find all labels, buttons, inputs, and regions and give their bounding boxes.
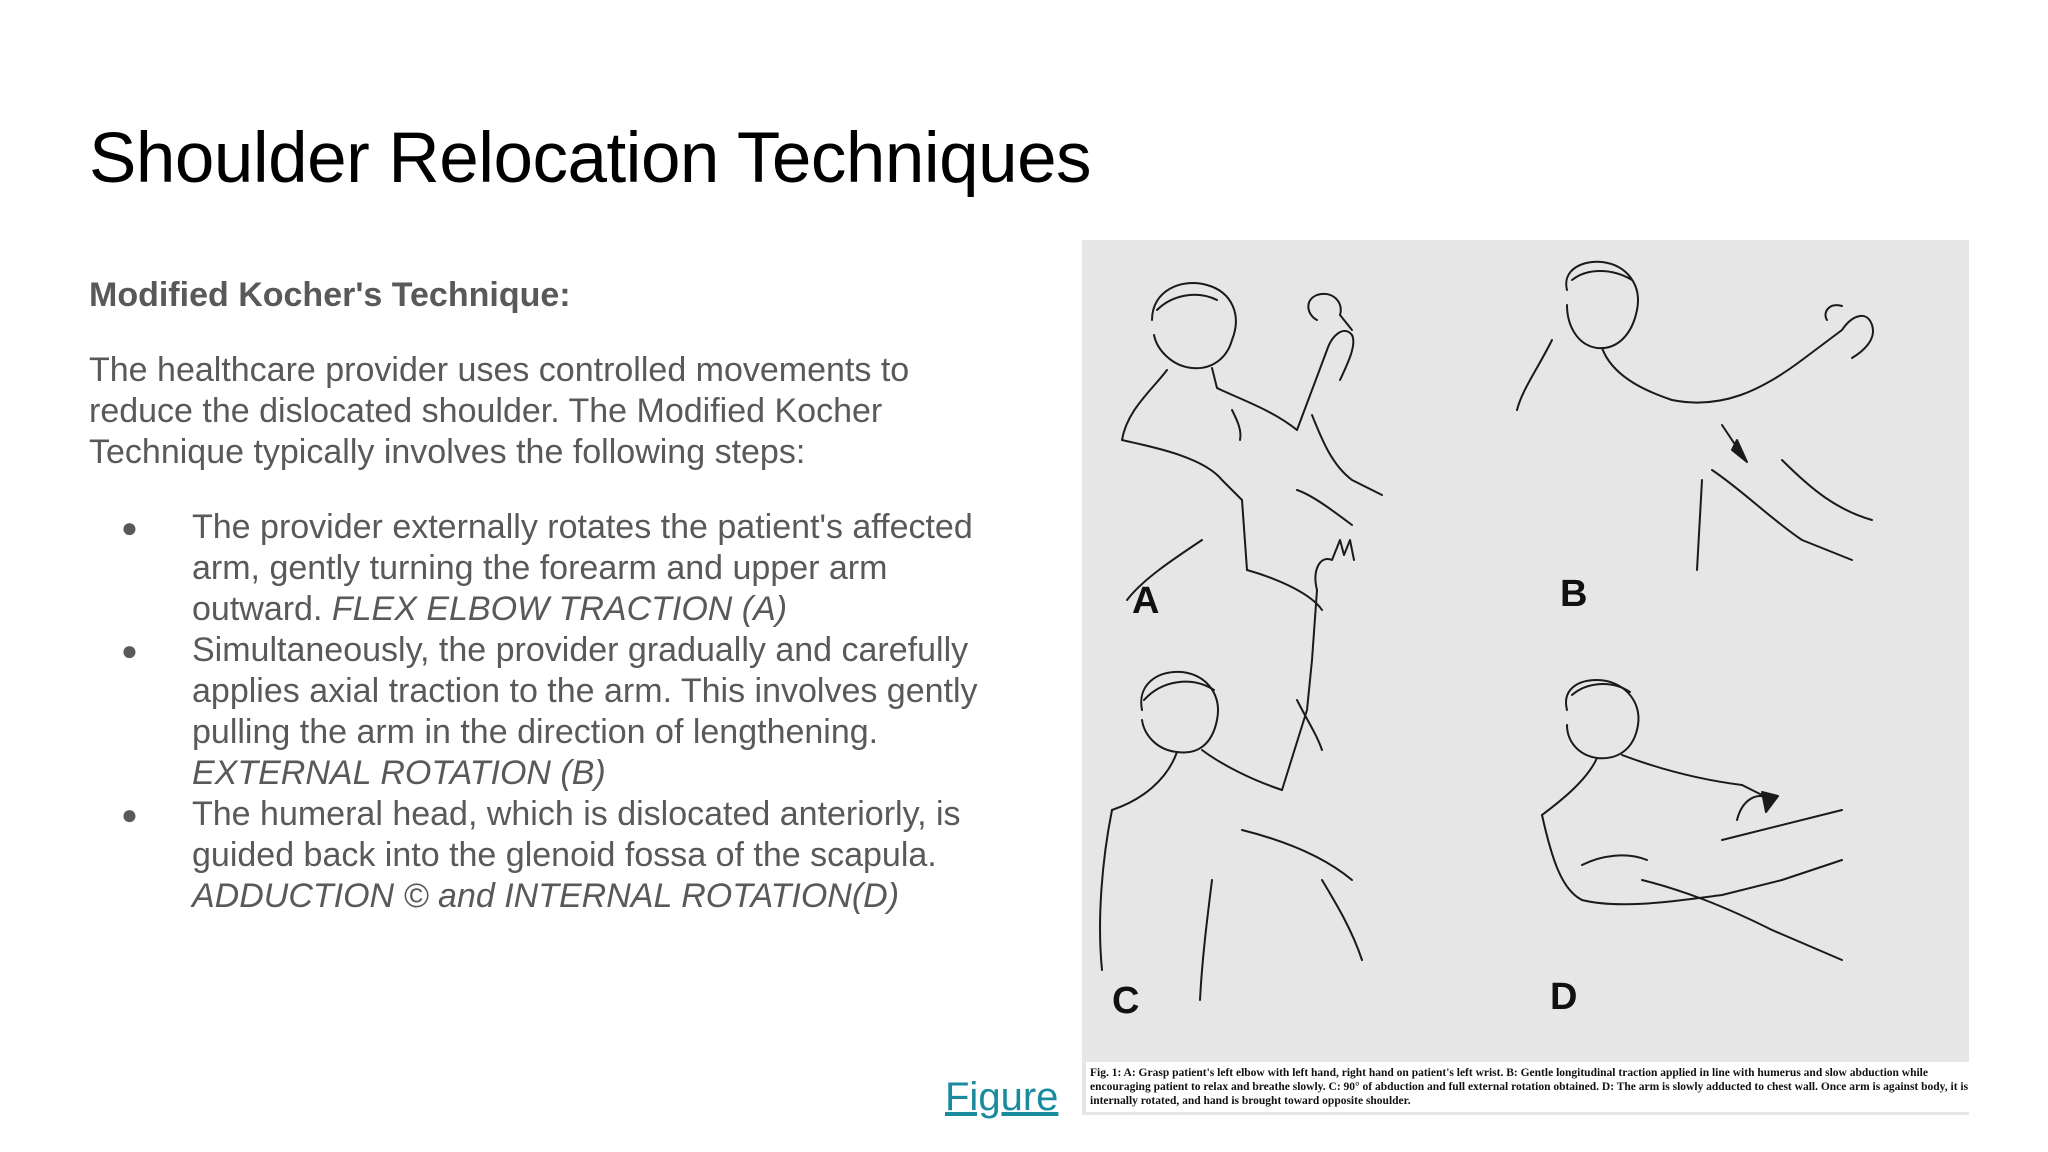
bullet-icon: ● xyxy=(121,635,138,666)
kocher-figure xyxy=(1082,240,1969,1115)
step-emphasis: ADDUCTION © and INTERNAL ROTATION(D) xyxy=(192,877,900,915)
bullet-icon: ● xyxy=(121,799,138,830)
figure-illustration xyxy=(1082,240,1969,1060)
panel-label-a: A xyxy=(1132,580,1160,622)
intro-paragraph: The healthcare provider uses controlled movements to reduce the dislocated shoulder. The Modified Kocher Technique typically involves the following steps: xyxy=(89,351,910,471)
list-item xyxy=(89,507,1019,630)
technique-heading: Modified Kocher's Technique: xyxy=(89,276,571,314)
bullet-icon: ● xyxy=(121,512,138,543)
slide-body xyxy=(89,275,1019,917)
step-text: Simultaneously, the provider gradually and carefully applies axial traction to the arm. This involves gently pulling the arm in the direction of lengthening. xyxy=(192,631,978,751)
panel-b-drawing xyxy=(1517,262,1873,570)
slide-title: Shoulder Relocation Techniques xyxy=(89,119,1092,198)
list-item xyxy=(89,794,1019,917)
panel-a-drawing xyxy=(1122,283,1382,610)
step-text: The humeral head, which is dislocated anteriorly, is guided back into the glenoid fossa of the scapula. xyxy=(192,795,961,874)
figure-link[interactable]: Figure xyxy=(945,1075,1059,1119)
panel-label-b: B xyxy=(1560,573,1588,615)
figure-caption: Fig. 1: A: Grasp patient's left elbow with left hand, right hand on patient's left wrist. B: Gentle longitudinal traction applied in line with humerus and slow abduction while encouraging patient to relax and breathe slowly. C: 90° of abduction and full external rotation obtained. D: The arm is slowly adducted to chest wall. Once arm is against body, it is internally rotated, and hand is brought toward opposite shoulder. xyxy=(1086,1062,1974,1112)
panel-label-c: C xyxy=(1112,980,1140,1022)
panel-d-drawing xyxy=(1542,680,1842,960)
steps-list xyxy=(89,507,1019,917)
step-text: The provider externally rotates the patient's affected arm, gently turning the forearm and upper arm outward. xyxy=(192,508,973,628)
step-emphasis: EXTERNAL ROTATION (B) xyxy=(192,754,606,792)
list-item xyxy=(89,630,1019,794)
step-emphasis: FLEX ELBOW TRACTION (A) xyxy=(331,590,788,628)
panel-label-d: D xyxy=(1550,976,1578,1018)
